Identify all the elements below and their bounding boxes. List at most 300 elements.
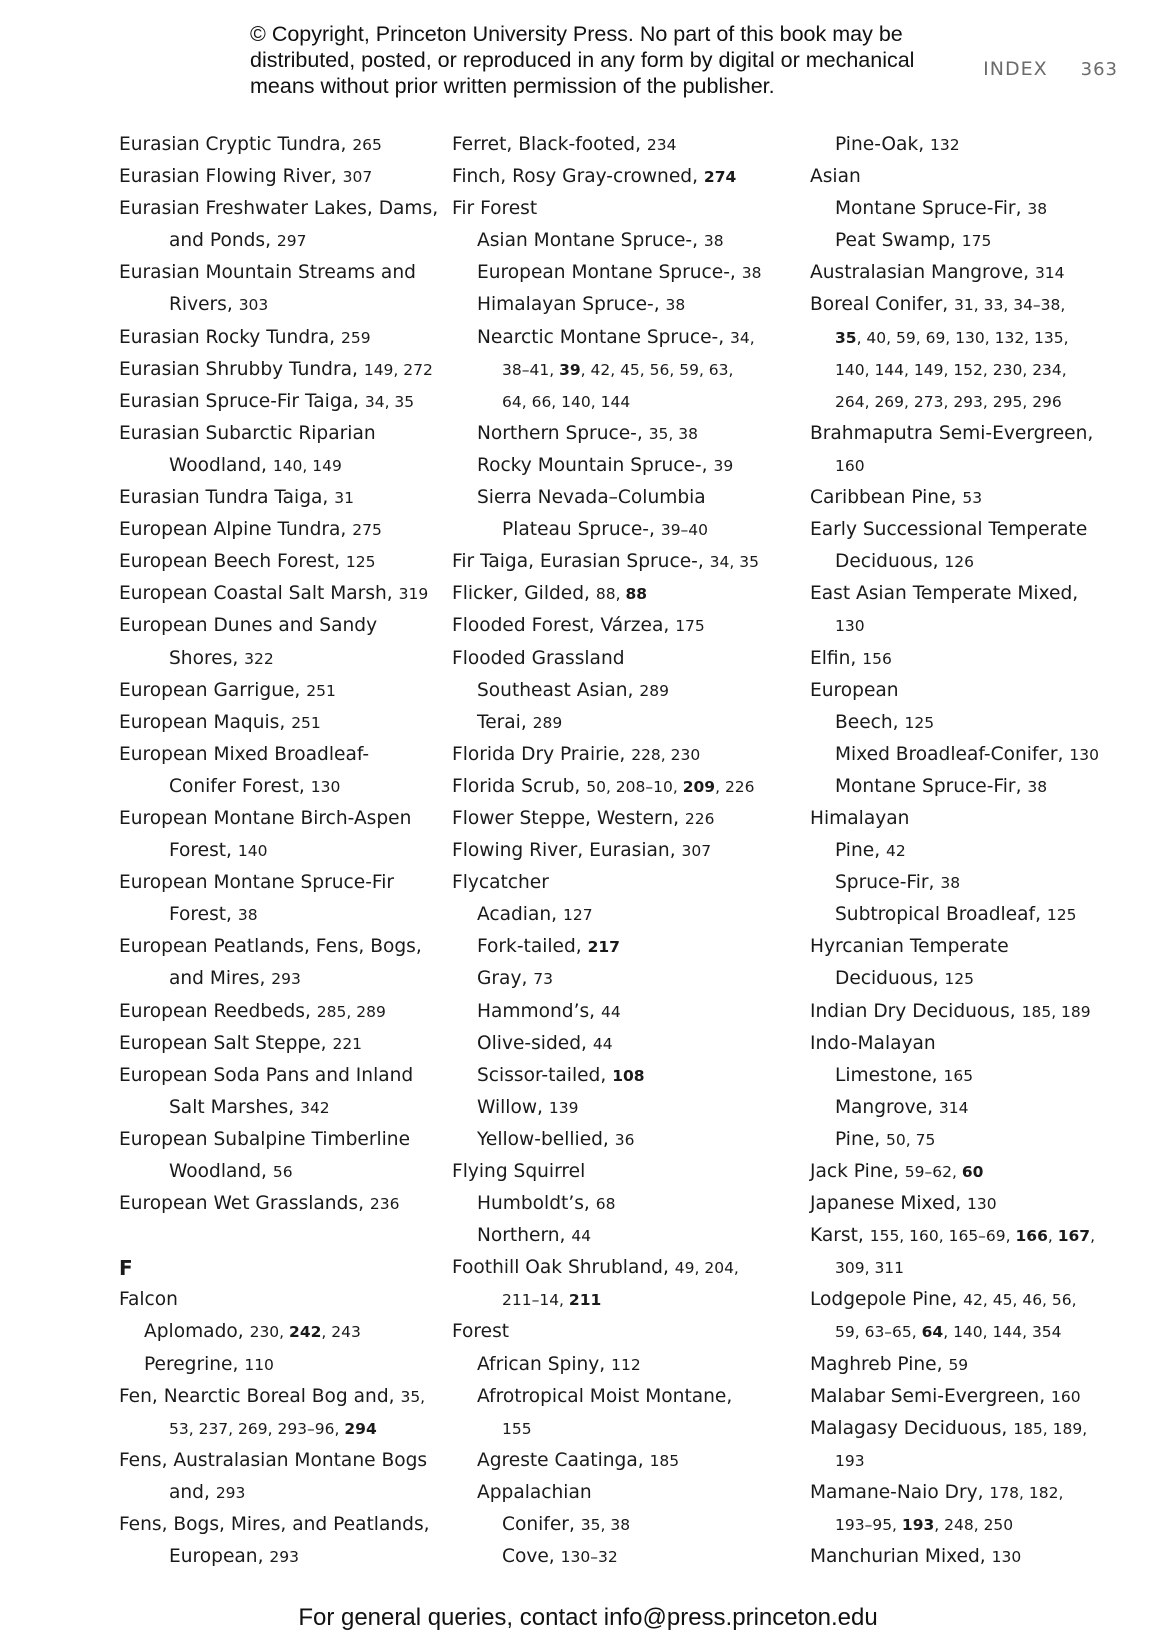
index-term: Nearctic Montane Spruce-,: [477, 326, 731, 348]
index-column-3: [810, 129, 1130, 1573]
page-reference: 35, 38: [580, 1516, 631, 1535]
page-reference: 274: [703, 168, 737, 187]
page-reference: 130: [310, 777, 341, 796]
index-subentry: [810, 1509, 1130, 1541]
index-term: Mangrove,: [835, 1096, 939, 1118]
index-entry: [119, 1188, 444, 1220]
index-subentry: [119, 899, 444, 931]
index-term: Forest,: [169, 904, 238, 926]
index-subentry: [810, 546, 1130, 578]
index-entry: [452, 867, 802, 899]
index-subentry: [452, 1381, 802, 1413]
index-column-1: [119, 129, 444, 1573]
index-term: Foothill Oak Shrubland,: [452, 1257, 675, 1279]
index-term: Humboldt’s,: [477, 1193, 596, 1215]
index-term: Eurasian Cryptic Tundra,: [119, 134, 353, 155]
index-term: Pine-Oak,: [835, 134, 931, 155]
index-subentry: [119, 1349, 444, 1381]
index-subentry: [810, 1060, 1130, 1092]
index-entry: [119, 1445, 444, 1477]
index-subentry: [810, 1316, 1130, 1348]
page-reference: 234: [646, 136, 677, 154]
page-reference: 211–14,: [502, 1291, 569, 1310]
index-term: European Garrigue,: [119, 679, 307, 701]
index-entry: [452, 803, 802, 835]
index-term: European Montane Birch-Aspen: [119, 807, 412, 829]
page-reference: 185, 189,: [1013, 1419, 1088, 1438]
page-reference: 221: [332, 1034, 363, 1053]
index-term: Australasian Mangrove,: [810, 262, 1035, 284]
index-term: Eurasian Flowing River,: [119, 166, 343, 188]
page-reference: 185: [649, 1451, 680, 1470]
index-entry: [452, 643, 802, 675]
index-subentry: [119, 289, 444, 321]
index-term: European Soda Pans and Inland: [119, 1064, 414, 1086]
page-reference: 322: [244, 649, 274, 668]
index-entry: [452, 1156, 802, 1188]
index-subentry: [119, 771, 444, 803]
index-subentry: [452, 1509, 802, 1541]
index-term: Florida Dry Prairie,: [452, 743, 632, 765]
index-term: Aplomado,: [144, 1321, 250, 1343]
index-term: Fens, Bogs, Mires, and Peatlands,: [119, 1514, 430, 1536]
index-entry: [119, 707, 444, 739]
index-term: Agreste Caatinga,: [477, 1449, 650, 1471]
index-entry: [452, 610, 802, 642]
index-term: Himalayan Spruce-,: [477, 294, 666, 316]
index-subentry: [810, 1445, 1130, 1477]
index-subentry: [119, 963, 444, 995]
index-term: Willow,: [477, 1096, 549, 1118]
page-reference: 294: [344, 1419, 377, 1438]
index-subentry: [452, 1349, 802, 1381]
section-letter: F: [119, 1256, 133, 1281]
index-entry: [810, 578, 1130, 610]
index-term: Eurasian Mountain Streams and: [119, 262, 416, 284]
page-reference: 125: [1046, 906, 1077, 925]
index-subentry: [810, 1124, 1130, 1156]
page-reference: 209: [682, 777, 716, 796]
page-reference: 38: [665, 296, 686, 315]
page-reference: 59, 63–65,: [835, 1323, 922, 1342]
page-reference: 140, 144, 149, 152, 230, 234,: [835, 360, 1067, 379]
index-term: European Mixed Broadleaf-: [119, 743, 370, 765]
page-reference: 178, 182,: [989, 1483, 1064, 1502]
index-entry: [119, 1028, 444, 1060]
page-reference: 264, 269, 273, 293, 295, 296: [835, 392, 1062, 411]
page-reference: 38: [1027, 777, 1048, 796]
page-reference: 42, 45, 46, 56,: [963, 1291, 1077, 1310]
index-subentry: [810, 867, 1130, 899]
index-subentry: [810, 322, 1130, 354]
index-subentry: [452, 1477, 802, 1509]
index-entry: [810, 643, 1130, 675]
index-subentry: [452, 899, 802, 931]
index-subentry: [119, 1413, 444, 1445]
page-reference: 193: [901, 1516, 935, 1535]
index-term: European Montane Spruce-Fir: [119, 872, 395, 894]
index-term: European Beech Forest,: [119, 551, 346, 573]
index-term: Flowing River, Eurasian,: [452, 840, 682, 862]
page-reference: 297: [276, 232, 307, 251]
page-reference: 108: [612, 1066, 645, 1085]
index-entry: [810, 1220, 1130, 1252]
index-subentry: [452, 514, 802, 546]
index-entry: [452, 193, 802, 225]
page-reference: 160: [835, 456, 865, 475]
page-reference: 140: [237, 842, 268, 861]
index-entry: [119, 1060, 444, 1092]
page-reference: 130–32: [560, 1548, 618, 1567]
index-entry: [119, 418, 444, 450]
index-term: Malabar Semi-Evergreen,: [810, 1385, 1052, 1407]
index-entry: [810, 1413, 1130, 1445]
index-subentry: [452, 1060, 802, 1092]
page-reference: ,: [1090, 1227, 1096, 1246]
page-reference: 110: [244, 1355, 274, 1374]
index-term: European Coastal Salt Marsh,: [119, 583, 399, 605]
index-term: Manchurian Mixed,: [810, 1546, 992, 1568]
page-reference: 309, 311: [835, 1259, 905, 1278]
index-subentry: [452, 1541, 802, 1573]
index-subentry: [810, 386, 1130, 418]
index-term: Scissor-tailed,: [477, 1064, 613, 1086]
index-subentry: [810, 450, 1130, 482]
copyright-notice: [250, 21, 950, 99]
page-reference: 50, 208–10,: [586, 777, 683, 796]
index-entry: [452, 771, 802, 803]
page-reference: 193–95,: [835, 1516, 902, 1535]
index-term: Indian Dry Deciduous,: [810, 1000, 1022, 1022]
index-entry: [810, 996, 1130, 1028]
copyright-line: © Copyright, Princeton University Press. No part of this book may be: [250, 22, 903, 46]
index-entry: [810, 257, 1130, 289]
index-subentry: [452, 996, 802, 1028]
index-term: Boreal Conifer,: [810, 294, 955, 316]
index-term: Beech,: [835, 711, 905, 733]
page-reference: 127: [562, 906, 593, 925]
page-reference: 44: [600, 1002, 621, 1021]
index-subentry: [452, 482, 802, 514]
index-term: Eurasian Subarctic Riparian: [119, 422, 376, 444]
page-reference: 130: [967, 1195, 997, 1214]
index-entry: [119, 1124, 444, 1156]
page-reference: 211: [568, 1291, 602, 1310]
running-head-title: INDEX: [983, 58, 1048, 80]
index-term: Pine,: [835, 1128, 887, 1150]
page-reference: , 243: [321, 1323, 361, 1342]
page-reference: 38: [1027, 200, 1048, 219]
page-reference: 36: [614, 1130, 635, 1149]
index-term: Terai,: [477, 711, 533, 733]
index-term: Forest,: [169, 840, 238, 862]
page-reference: 39: [559, 360, 581, 379]
index-subentry: [452, 675, 802, 707]
page-reference: 42: [886, 842, 906, 861]
index-term: European Alpine Tundra,: [119, 519, 353, 541]
index-term: Himalayan: [810, 807, 910, 829]
index-term: Montane Spruce-Fir,: [835, 198, 1028, 220]
index-entry: [810, 1349, 1130, 1381]
page-reference: 88,: [595, 585, 626, 604]
page-reference: 251: [291, 713, 321, 732]
index-term: Rivers,: [169, 294, 239, 316]
page-reference: 31: [334, 489, 354, 508]
page-reference: 314: [938, 1098, 969, 1117]
index-entry: [810, 482, 1130, 514]
index-term: Spruce-Fir,: [835, 872, 941, 894]
index-term: Karst,: [810, 1225, 870, 1247]
page-reference: 185, 189: [1021, 1002, 1091, 1021]
index-subentry: [119, 643, 444, 675]
index-term: and Ponds,: [169, 230, 277, 252]
index-entry: [452, 835, 802, 867]
index-term: Fir Forest: [452, 198, 538, 220]
page-reference: 44: [571, 1227, 592, 1246]
index-term: European Montane Spruce-,: [477, 262, 742, 284]
index-entry: [119, 803, 444, 835]
index-entry: [810, 931, 1130, 963]
copyright-line: means without prior written permission of the publisher.: [250, 74, 775, 98]
page-reference: 125: [345, 553, 376, 572]
index-subentry: [452, 386, 802, 418]
index-entry: [119, 129, 444, 161]
index-term: Peat Swamp,: [835, 230, 962, 252]
index-subentry: [452, 963, 802, 995]
running-head: [983, 58, 1118, 80]
index-term: Appalachian: [477, 1481, 592, 1503]
index-subentry: [452, 707, 802, 739]
index-term: Fen, Nearctic Boreal Bog and,: [119, 1385, 401, 1407]
index-entry: [452, 161, 802, 193]
index-term: Flooded Forest, Várzea,: [452, 615, 676, 637]
page-reference: 34,: [730, 328, 755, 347]
index-term: Falcon: [119, 1289, 178, 1311]
index-subentry: [452, 931, 802, 963]
index-entry: [119, 867, 444, 899]
page-reference: 342: [300, 1098, 330, 1117]
index-subentry: [810, 129, 1130, 161]
page-reference: , 140, 144, 354: [943, 1323, 1062, 1342]
index-term: Florida Scrub,: [452, 775, 587, 797]
page-reference: 314: [1034, 264, 1065, 283]
page-number: 363: [1080, 59, 1118, 80]
index-subentry: [452, 322, 802, 354]
page-reference: 132: [930, 136, 960, 154]
index-term: European Peatlands, Fens, Bogs,: [119, 936, 422, 958]
index-entry: [119, 322, 444, 354]
index-subentry: [119, 1156, 444, 1188]
page-reference: , 42, 45, 56, 59, 63,: [580, 360, 734, 379]
page-reference: , 226: [715, 777, 755, 796]
index-subentry: [810, 739, 1130, 771]
index-subentry: [119, 1316, 444, 1348]
page-reference: 64: [921, 1323, 944, 1342]
page-reference: 307: [342, 168, 373, 187]
page-reference: 289: [532, 713, 563, 732]
index-subentry: [452, 289, 802, 321]
index-subentry: [810, 963, 1130, 995]
page-reference: , 40, 59, 69, 130, 132, 135,: [856, 328, 1069, 347]
page-reference: 39–40: [660, 521, 709, 540]
page-reference: 88: [625, 585, 648, 604]
page-reference: 139: [548, 1098, 579, 1117]
index-term: and Mires,: [169, 968, 272, 990]
index-subentry: [452, 418, 802, 450]
page-reference: 38: [703, 232, 724, 251]
page-reference: 149, 272: [363, 360, 433, 379]
index-subentry: [452, 1413, 802, 1445]
index-subentry: [810, 610, 1130, 642]
index-term: Eurasian Shrubby Tundra,: [119, 358, 364, 380]
index-term: Deciduous,: [835, 551, 945, 573]
page-reference: 166: [1015, 1227, 1048, 1246]
index-term: European Maquis,: [119, 711, 292, 733]
index-entry: [119, 1509, 444, 1541]
page-reference: 68: [595, 1195, 616, 1214]
index-subentry: [452, 1124, 802, 1156]
index-term: Limestone,: [835, 1064, 944, 1086]
index-term: Fir Taiga, Eurasian Spruce-,: [452, 551, 710, 573]
index-term: European Reedbeds,: [119, 1000, 317, 1022]
index-entry: [810, 1477, 1130, 1509]
index-entry: [810, 161, 1130, 193]
index-term: Malagasy Deciduous,: [810, 1417, 1014, 1439]
index-subentry: [452, 1092, 802, 1124]
index-term: Acadian,: [477, 904, 563, 926]
page-reference: 126: [944, 553, 974, 572]
index-term: Eurasian Spruce-Fir Taiga,: [119, 390, 365, 412]
index-column-2: [452, 129, 802, 1573]
page-reference: 125: [904, 713, 935, 732]
page-reference: 35: [835, 328, 857, 347]
index-term: Pine,: [835, 840, 887, 862]
index-term: European Wet Grasslands,: [119, 1193, 370, 1215]
index-entry: [119, 996, 444, 1028]
copyright-line: distributed, posted, or reproduced in any form by digital or mechanical: [250, 48, 915, 72]
index-term: Indo-Malayan: [810, 1032, 936, 1054]
page-reference: 236: [369, 1195, 400, 1214]
index-entry: [119, 161, 444, 193]
page-reference: 265: [352, 136, 382, 154]
index-term: Northern Spruce-,: [477, 422, 649, 444]
index-subentry: [452, 225, 802, 257]
index-entry: [119, 386, 444, 418]
page-reference: 44: [592, 1034, 613, 1053]
index-term: African Spiny,: [477, 1353, 612, 1375]
page-reference: 60: [961, 1163, 984, 1181]
index-entry: [452, 1252, 802, 1284]
index-term: European Dunes and Sandy: [119, 615, 378, 637]
page-reference: 38: [940, 874, 961, 893]
index-subentry: [119, 1477, 444, 1509]
index-term: Plateau Spruce-,: [502, 519, 661, 541]
index-term: Northern,: [477, 1225, 572, 1247]
index-subentry: [452, 1220, 802, 1252]
index-subentry: [119, 225, 444, 257]
index-term: Eurasian Freshwater Lakes, Dams,: [119, 198, 439, 220]
page-reference: 293: [269, 1548, 299, 1567]
page-reference: 130: [835, 617, 865, 636]
index-entry: [810, 803, 1130, 835]
index-entry: [452, 129, 802, 161]
page-reference: 289: [639, 681, 669, 700]
index-subentry: [810, 354, 1130, 386]
page-reference: 31, 33, 34–38,: [954, 296, 1066, 315]
index-term: Asian Montane Spruce-,: [477, 230, 704, 252]
page-reference: 293: [215, 1483, 246, 1502]
index-term: Ferret, Black-footed,: [452, 134, 647, 155]
page-reference: 35,: [400, 1387, 426, 1406]
index-entry: [810, 1541, 1130, 1573]
index-term: and,: [169, 1481, 216, 1503]
index-entry: [119, 514, 444, 546]
index-entry: [810, 418, 1130, 450]
page-reference: 38: [741, 264, 762, 283]
index-term: Sierra Nevada–Columbia: [477, 487, 706, 509]
index-subentry: [452, 1445, 802, 1477]
index-term: Subtropical Broadleaf,: [835, 904, 1047, 926]
index-term: Flicker, Gilded,: [452, 583, 596, 605]
page-reference: 53, 237, 269, 293–96,: [169, 1419, 345, 1438]
index-term: Flooded Grassland: [452, 647, 625, 669]
page-reference: 175: [675, 617, 705, 636]
page-reference: 59: [948, 1355, 969, 1374]
index-subentry: [119, 1541, 444, 1573]
index-term: European,: [169, 1546, 270, 1568]
index-term: Woodland,: [169, 1161, 273, 1182]
index-term: Asian: [810, 166, 861, 188]
index-entry: [452, 546, 802, 578]
index-entry: [119, 610, 444, 642]
index-term: Japanese Mixed,: [810, 1193, 968, 1215]
index-term: Finch, Rosy Gray-crowned,: [452, 166, 704, 188]
index-term: European Subalpine Timberline: [119, 1128, 411, 1150]
page-reference: 160: [1051, 1387, 1081, 1406]
index-term: Conifer,: [502, 1514, 581, 1536]
index-entry: [452, 578, 802, 610]
page-reference: 155, 160, 165–69,: [869, 1227, 1016, 1246]
index-subentry: [452, 354, 802, 386]
index-entry: [810, 1284, 1130, 1316]
page-reference: 34, 35: [709, 553, 759, 572]
index-term: Fens, Australasian Montane Bogs: [119, 1449, 428, 1471]
index-entry: [119, 739, 444, 771]
index-term: Olive-sided,: [477, 1032, 593, 1054]
index-subentry: [119, 1092, 444, 1124]
index-term: Elfin,: [810, 647, 863, 669]
page-reference: 226: [684, 809, 715, 828]
page-reference: 38: [237, 906, 258, 925]
index-entry: [810, 1188, 1130, 1220]
page-reference: 155: [502, 1419, 532, 1438]
index-subentry: [452, 1028, 802, 1060]
index-term: Flycatcher: [452, 872, 549, 894]
index-term: Caribbean Pine,: [810, 487, 963, 509]
index-entry: [119, 1284, 444, 1316]
index-term: Flower Steppe, Western,: [452, 807, 685, 829]
page-reference: 167: [1057, 1227, 1091, 1246]
index-term: East Asian Temperate Mixed,: [810, 583, 1079, 605]
page-reference: 193: [835, 1451, 865, 1470]
page-reference: 39: [713, 456, 734, 475]
index-entry: [810, 1381, 1130, 1413]
index-term: Hyrcanian Temperate: [810, 936, 1009, 958]
index-term: Deciduous,: [835, 968, 945, 990]
index-subentry: [119, 450, 444, 482]
index-entry: [119, 354, 444, 386]
page-reference: 49, 204,: [674, 1259, 739, 1278]
